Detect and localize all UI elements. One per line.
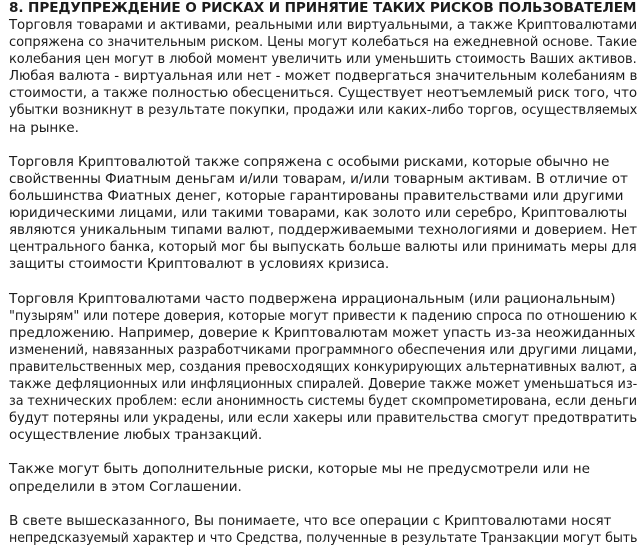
- text-line: определили в этом Соглашении.: [9, 478, 242, 495]
- risk-warning-section: [9, 0, 638, 546]
- text-line: правительственных мер, создания превосходящих конкурирующих альтернативных валют, а: [9, 358, 638, 375]
- text-line: также дефляционных или инфляционных спиралей. Доверие также может уменьшаться из-: [9, 375, 638, 392]
- text-line: В свете вышесказанного, Вы понимаете, что все операции с Криптовалютами носят: [9, 512, 612, 529]
- text-line: свойственны Фиатным деньгам и/или товарам, и/или товарным активам. В отличие от: [9, 170, 628, 187]
- text-line: колебания цен могут в любой момент увеличить или уменьшить стоимость Ваших активов.: [9, 51, 637, 68]
- text-line: непредсказуемый характер и что Средства, полученные в результате Транзакции могут быть: [9, 529, 638, 546]
- text-line: Торговля Криптовалютами часто подвержена иррациональным (или рациональным): [9, 290, 616, 307]
- text-line: защиты стоимости Криптовалют в условиях кризиса.: [9, 256, 390, 273]
- paragraph-trading-risk: [9, 17, 637, 137]
- text-line: за технических проблем: если анонимность системы будет скомпрометирована, если деньги: [9, 393, 637, 410]
- paragraph-bubbles-confidence: [9, 291, 637, 445]
- text-line: будут потеряны или украдены, или если хакеры или правительства смогут предотвратить: [9, 410, 638, 427]
- paragraph-additional-risks: [9, 461, 637, 495]
- text-line: Торговля Криптовалютой также сопряжена с особыми рисками, которые обычно не: [9, 153, 610, 170]
- text-line: Торговля товарами и активами, реальными или виртуальными, а также Криптовалютами: [9, 17, 638, 33]
- text-line: стоимости, а также полностью обесцениться. Существует неотъемлемый риск того, что: [9, 85, 638, 102]
- text-line: юридическими лицами, или такими товарами, как золото или серебро, Криптовалюты: [9, 205, 628, 222]
- text-line: Любая валюта - виртуальная или нет - может подвергаться значительным колебаниям в: [9, 68, 638, 85]
- text-line: центрального банка, который мог бы выпускать больше валюты или принимать меры для: [9, 239, 637, 256]
- text-line: осуществление любых транзакций.: [9, 427, 263, 444]
- text-line: Также могут быть дополнительные риски, которые мы не предусмотрели или не: [9, 461, 590, 478]
- paragraph-crypto-special-risks: [9, 154, 637, 274]
- section-title: 8. ПРЕДУПРЕЖДЕНИЕ О РИСКАХ И ПРИНЯТИЕ ТАКИХ РИСКОВ ПОЛЬЗОВАТЕЛЕМ: [9, 0, 637, 16]
- text-line: сопряжена со значительным риском. Цены могут колебаться на ежедневной основе. Такие: [9, 34, 637, 51]
- text-line: убытки возникнут в результате покупки, продажи или каких-либо торгов, осуществляемых: [9, 102, 638, 119]
- text-line: изменений, навязанных разработчиками программного обеспечения или другими лицами,: [9, 341, 637, 358]
- paragraph-conclusion: [9, 513, 637, 547]
- text-line: на рынке.: [9, 119, 79, 136]
- text-line: являются уникальным типами валют, поддерживаемыми технологиями и доверием. Нет: [9, 222, 637, 239]
- text-line: большинства Фиатных денег, которые гарантированы правительствами или другими: [9, 187, 624, 204]
- text-line: предложению. Например, доверие к Криптовалютам может упасть из-за неожиданных: [9, 324, 636, 341]
- text-line: "пузырям" или потере доверия, которые могут привести к падению спроса по отношению к: [9, 307, 638, 324]
